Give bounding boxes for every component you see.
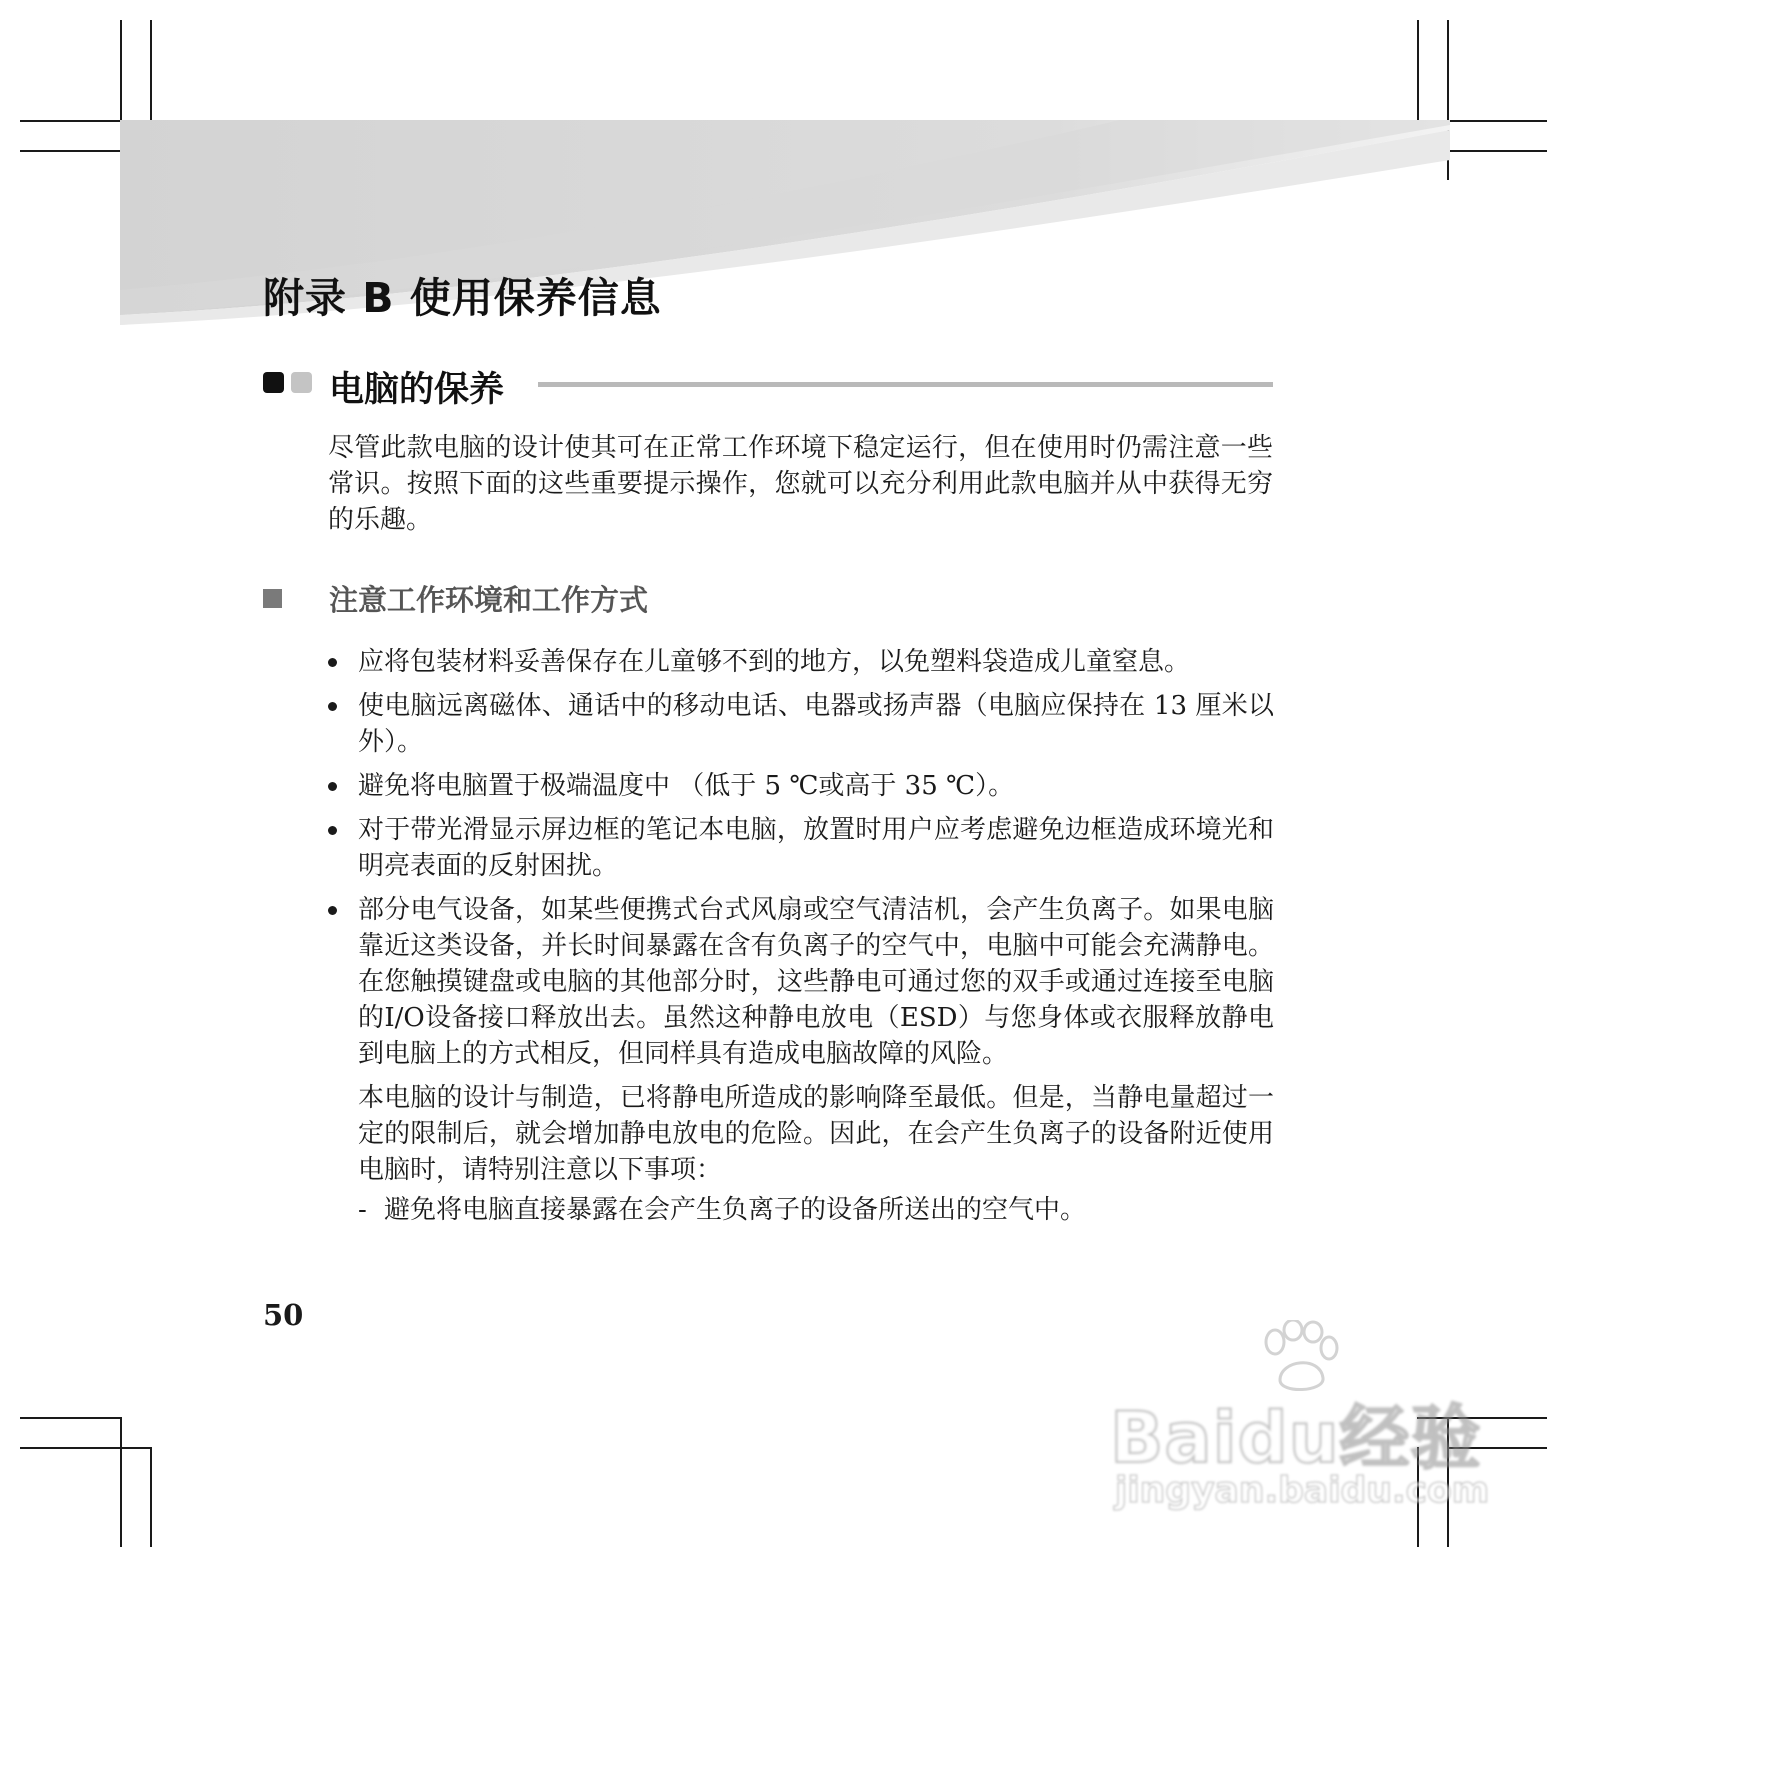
watermark-url: jingyan.baidu.com (1115, 1470, 1490, 1511)
watermark-logo: Baidu经验 (1110, 1397, 1482, 1479)
gray-square-bullet-icon (263, 589, 282, 608)
list-item (326, 812, 1274, 884)
list-item (326, 688, 1274, 760)
list-item-text: 应将包装材料妥善保存在儿童够不到的地方，以免塑料袋造成儿童窒息。 (358, 647, 1191, 677)
esd-note: 本电脑的设计与制造，已将静电所造成的影响降至最低。但是，当静电量超过一定的限制后，就会增加静电放电的危险。因此，在会产生负离子的设备附近使用电脑时，请特别注意以下事项： (358, 1083, 1274, 1185)
subsection-heading (263, 578, 963, 618)
section-rule (538, 382, 1273, 387)
bullet-dot-icon (328, 702, 337, 711)
section-title: 电脑的保养 (329, 370, 505, 410)
dark-square-icon (263, 372, 284, 393)
bullet-dot-icon (328, 906, 337, 915)
crop-mark-bottom-left-vertical (120, 1417, 122, 1547)
crop-mark-bottom-left-vertical-2 (150, 1447, 152, 1547)
list-item-text: 避免将电脑置于极端温度中 （低于 5 ℃或高于 35 ℃）。 (358, 771, 1015, 801)
bullet-dot-icon (328, 826, 337, 835)
crop-mark-top-right-vertical (1417, 20, 1419, 120)
care-list (326, 644, 1274, 1236)
list-item-text: 部分电气设备，如某些便携式台式风扇或空气清洁机，会产生负离子。如果电脑靠近这类设备，并长时间暴露在含有负离子的空气中，电脑中可能会充满静电。在您触摸键盘或电脑的其他部分时，这些静电可通过您的双手或通过连接至电脑的I/O设备接口释放出去。虽然这种静电放电（ESD）与您身体或衣服释放静电到电脑上的方式相反，但同样具有造成电脑故障的风险。 (358, 895, 1274, 1069)
subsection-title: 注意工作环境和工作方式 (329, 583, 649, 617)
bullet-dot-icon (328, 782, 337, 791)
esd-tip (358, 1192, 1274, 1228)
bullet-dot-icon (328, 658, 337, 667)
list-item (326, 644, 1274, 680)
chapter-title: 附录 B 使用保养信息 (263, 274, 662, 322)
section-heading (263, 362, 1273, 408)
crop-mark-bottom-left-horizontal-2 (20, 1447, 150, 1449)
esd-tip-text: 避免将电脑直接暴露在会产生负离子的设备所送出的空气中。 (384, 1195, 1087, 1225)
crop-mark-top-left-horizontal (20, 120, 120, 122)
dash-marker: - (358, 1195, 367, 1225)
list-item (326, 768, 1274, 804)
crop-mark-top-right-horizontal (1447, 120, 1547, 122)
crop-mark-top-left-vertical (150, 20, 152, 120)
list-item-text: 使电脑远离磁体、通话中的移动电话、电器或扬声器（电脑应保持在 13 厘米以外）。 (358, 691, 1274, 757)
page-number: 50 (263, 1298, 304, 1332)
intro-paragraph: 尽管此款电脑的设计使其可在正常工作环境下稳定运行，但在使用时仍需注意一些常识。按照下面的这些重要提示操作，您就可以充分利用此款电脑并从中获得无穷的乐趣。 (328, 433, 1273, 535)
list-item (326, 892, 1274, 1228)
crop-mark-bottom-left-horizontal (20, 1417, 120, 1419)
list-item-text: 对于带光滑显示屏边框的笔记本电脑，放置时用户应考虑避免边框造成环境光和明亮表面的反射困扰。 (358, 815, 1274, 881)
baidu-watermark (1105, 1320, 1490, 1520)
light-square-icon (291, 372, 312, 393)
